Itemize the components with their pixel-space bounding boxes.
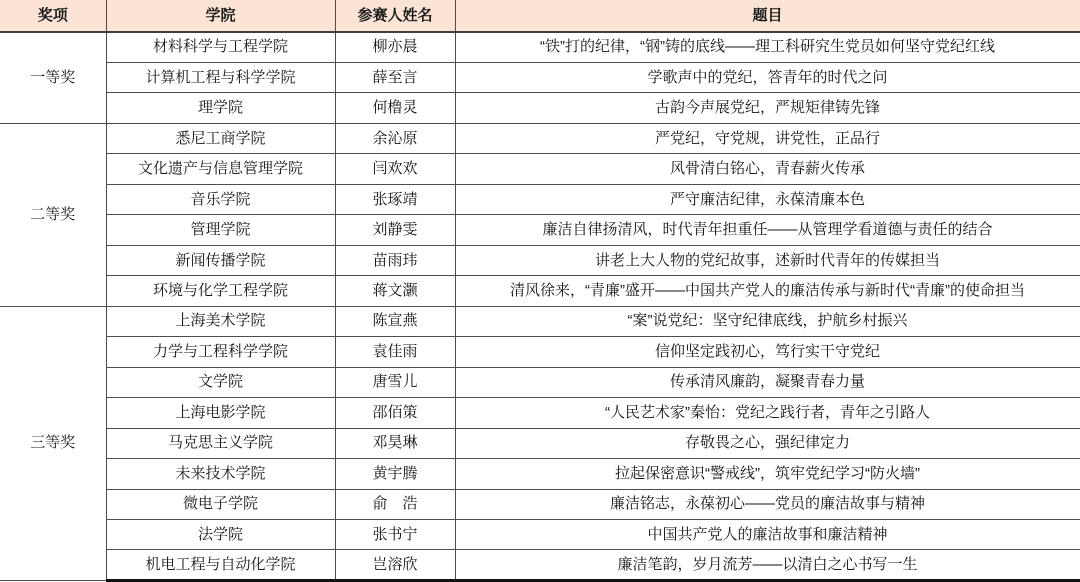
name-cell: 张琢靖 [335, 184, 455, 214]
award-cell-second-prize: 二等奖 [0, 123, 106, 306]
title-cell: “案”说党纪：坚守纪律底线，护航乡村振兴 [455, 306, 1080, 336]
name-cell: 薛至言 [335, 62, 455, 92]
name-cell: 余沁原 [335, 123, 455, 153]
table-row [0, 123, 1080, 153]
college-cell: 环境与化学工程学院 [106, 276, 335, 306]
college-cell: 上海电影学院 [106, 398, 335, 428]
college-cell: 新闻传播学院 [106, 245, 335, 275]
table-row [0, 428, 1080, 458]
title-cell: 存敬畏之心，强纪律定力 [455, 428, 1080, 458]
table-row [0, 93, 1080, 123]
table-row [0, 32, 1080, 62]
college-cell: 上海美术学院 [106, 306, 335, 336]
name-cell: 袁佳雨 [335, 337, 455, 367]
table-row [0, 398, 1080, 428]
table-row [0, 459, 1080, 489]
table-row [0, 62, 1080, 92]
title-cell: 中国共产党人的廉洁故事和廉洁精神 [455, 520, 1080, 550]
college-cell: 管理学院 [106, 215, 335, 245]
column-header-name: 参赛人姓名 [335, 0, 455, 32]
title-cell: 拉起保密意识“警戒线”，筑牢党纪学习“防火墙” [455, 459, 1080, 489]
name-cell: 邵佰策 [335, 398, 455, 428]
award-cell-first-prize: 一等奖 [0, 32, 106, 123]
column-header-award: 奖项 [0, 0, 106, 32]
title-cell: 讲老上大人物的党纪故事，述新时代青年的传媒担当 [455, 245, 1080, 275]
name-cell: 柳亦晨 [335, 32, 455, 62]
title-cell: 廉洁笔韵，岁月流芳——以清白之心书写一生 [455, 550, 1080, 581]
name-cell: 岂溶欣 [335, 550, 455, 581]
title-cell: 清风徐来，“青廉”盛开——中国共产党人的廉洁传承与新时代“青廉”的使命担当 [455, 276, 1080, 306]
college-cell: 力学与工程科学学院 [106, 337, 335, 367]
college-cell: 悉尼工商学院 [106, 123, 335, 153]
title-cell: 古韵今声展党纪，严规矩律铸先锋 [455, 93, 1080, 123]
title-cell: “铁”打的纪律，“钢”铸的底线——理工科研究生党员如何坚守党纪红线 [455, 32, 1080, 62]
name-cell: 苗雨玮 [335, 245, 455, 275]
title-cell: 严守廉洁纪律，永葆清廉本色 [455, 184, 1080, 214]
college-cell: 计算机工程与科学学院 [106, 62, 335, 92]
table-row [0, 154, 1080, 184]
table-row [0, 215, 1080, 245]
college-cell: 音乐学院 [106, 184, 335, 214]
table-row [0, 337, 1080, 367]
name-cell: 唐雪儿 [335, 367, 455, 397]
name-cell: 陈宣燕 [335, 306, 455, 336]
name-cell: 何橹灵 [335, 93, 455, 123]
column-header-title: 题目 [455, 0, 1080, 32]
table-row [0, 520, 1080, 550]
table-row [0, 550, 1080, 581]
college-cell: 材料科学与工程学院 [106, 32, 335, 62]
college-cell: 微电子学院 [106, 489, 335, 519]
name-cell: 闫欢欢 [335, 154, 455, 184]
college-cell: 法学院 [106, 520, 335, 550]
table-header [0, 0, 1080, 32]
name-cell: 俞 浩 [335, 489, 455, 519]
college-cell: 机电工程与自动化学院 [106, 550, 335, 581]
title-cell: 廉洁铭志，永葆初心——党员的廉洁故事与精神 [455, 489, 1080, 519]
table-row [0, 245, 1080, 275]
column-header-college: 学院 [106, 0, 335, 32]
title-cell: “人民艺术家”秦怡：党纪之践行者，青年之引路人 [455, 398, 1080, 428]
college-cell: 马克思主义学院 [106, 428, 335, 458]
college-cell: 未来技术学院 [106, 459, 335, 489]
title-cell: 风骨清白铭心，青春薪火传承 [455, 154, 1080, 184]
college-cell: 文学院 [106, 367, 335, 397]
title-cell: 学歌声中的党纪，答青年的时代之问 [455, 62, 1080, 92]
header-row [0, 0, 1080, 32]
college-cell: 文化遗产与信息管理学院 [106, 154, 335, 184]
name-cell: 张书宁 [335, 520, 455, 550]
title-cell: 信仰坚定践初心，笃行实干守党纪 [455, 337, 1080, 367]
college-cell: 理学院 [106, 93, 335, 123]
name-cell: 黄宇腾 [335, 459, 455, 489]
name-cell: 蒋文灏 [335, 276, 455, 306]
name-cell: 邓昊琳 [335, 428, 455, 458]
title-cell: 严党纪，守党规，讲党性，正品行 [455, 123, 1080, 153]
table-row [0, 367, 1080, 397]
title-cell: 廉洁自律扬清风，时代青年担重任——从管理学看道德与责任的结合 [455, 215, 1080, 245]
table-row [0, 276, 1080, 306]
name-cell: 刘静雯 [335, 215, 455, 245]
table-row [0, 489, 1080, 519]
table-row [0, 184, 1080, 214]
award-cell-third-prize: 三等奖 [0, 306, 106, 580]
table-row [0, 306, 1080, 336]
title-cell: 传承清风廉韵，凝聚青春力量 [455, 367, 1080, 397]
